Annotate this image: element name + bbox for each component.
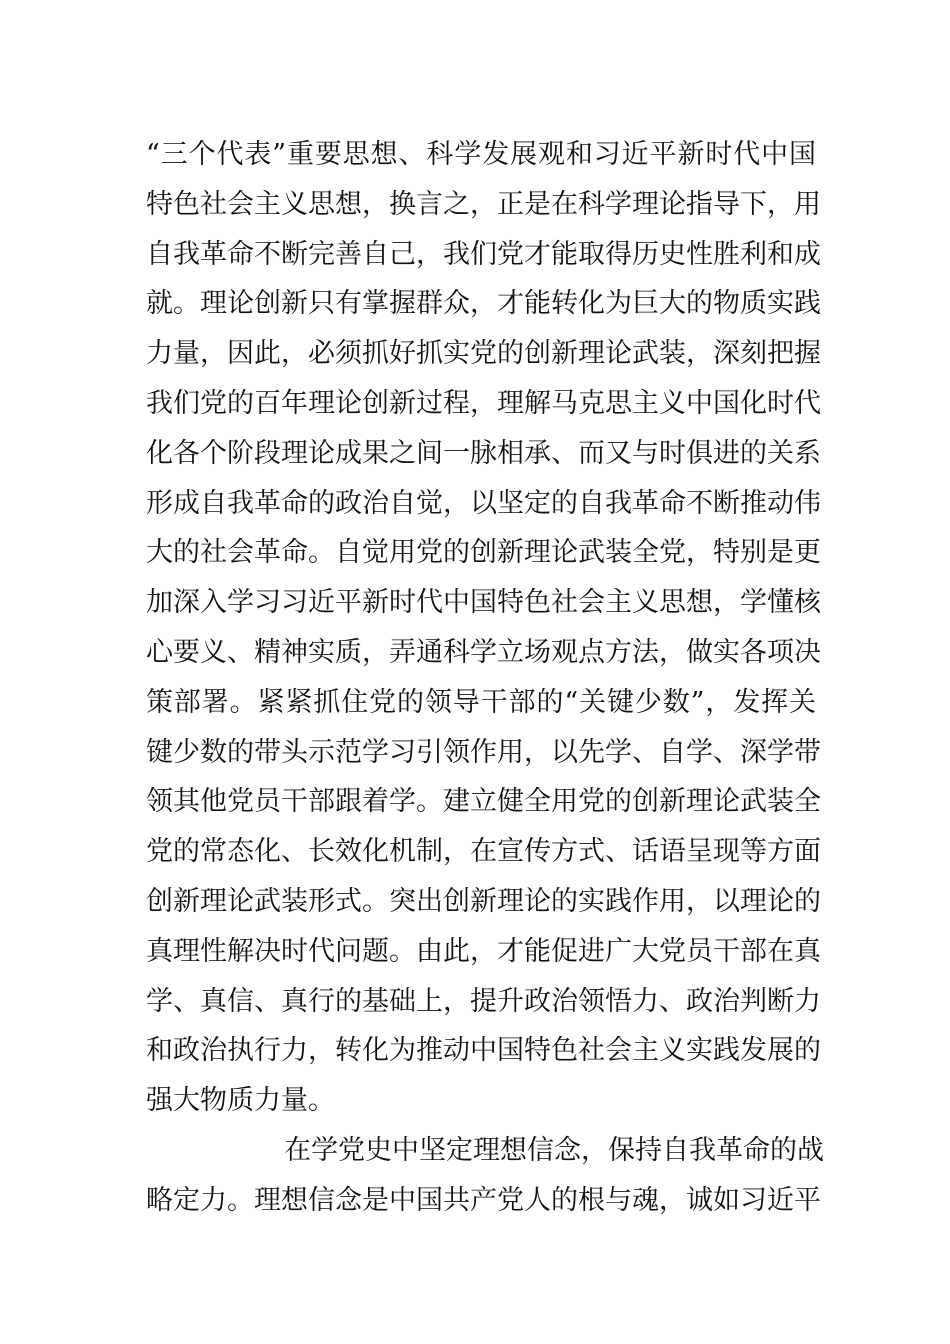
text-line: 创 新 理 论 武 装 形 式 。 突 出 创 新 理 论 的 实 践 作 用 ， 以 理 论 的 bbox=[146, 885, 821, 917]
text-line: 党 的 常 态 化 、 长 效 化 机 制 ， 在 宣 传 方 式 、 话 语 呈 现 等 方 面 bbox=[146, 836, 821, 868]
text-line: 就 。 理 论 创 新 只 有 掌 握 群 众 ， 才 能 转 化 为 巨 大 的 物 质 实 践 bbox=[146, 288, 821, 320]
text-line: 大 的 社 会 革 命 。 自 觉 用 党 的 创 新 理 论 武 装 全 党 ， 特 别 是 更 bbox=[146, 537, 821, 569]
text-line: 加 深 入 学 习 习 近 平 新 时 代 中 国 特 色 社 会 主 义 思 想 ， 学 懂 核 bbox=[146, 587, 821, 619]
text-line: 领 其 他 党 员 干 部 跟 着 学 。 建 立 健 全 用 党 的 创 新 理 论 武 装 全 bbox=[146, 786, 821, 818]
text-line: 真 理 性 解 决 时 代 问 题 。 由 此 ， 才 能 促 进 广 大 党 员 干 部 在 真 bbox=[146, 935, 821, 967]
body-text bbox=[146, 130, 824, 1226]
text-line: 和 政 治 执 行 力 ， 转 化 为 推 动 中 国 特 色 社 会 主 义 实 践 发 展 的 bbox=[146, 1035, 821, 1067]
text-line: 略 定 力 。 理 想 信 念 是 中 国 共 产 党 人 的 根 与 魂 ， 诚 如 习 近 平 bbox=[146, 1184, 821, 1216]
text-line-paragraph-end: 强大物质力量。 bbox=[146, 1085, 335, 1117]
text-line: 自 我 革 命 不 断 完 善 自 己 ， 我 们 党 才 能 取 得 历 史 性 胜 利 和 成 bbox=[146, 238, 821, 270]
text-line: 我 们 党 的 百 年 理 论 创 新 过 程 ， 理 解 马 克 思 主 义 中 国 化 时 代 bbox=[146, 387, 821, 419]
text-line: 特 色 社 会 主 义 思 想 ， 换 言 之 ， 正 是 在 科 学 理 论 指 导 下 ， 用 bbox=[146, 188, 821, 220]
text-line: 力 量 ， 因 此 ， 必 须 抓 好 抓 实 党 的 创 新 理 论 武 装 ， 深 刻 把 握 bbox=[146, 338, 821, 370]
text-line: 策 部 署 。 紧 紧 抓 住 党 的 领 导 干 部 的 “ 关 键 少 数 ” ， 发 挥 关 bbox=[146, 686, 816, 718]
text-line: 形 成 自 我 革 命 的 政 治 自 觉 ， 以 坚 定 的 自 我 革 命 不 断 推 动 伟 bbox=[146, 487, 821, 519]
paragraph-heading-line: 在 学 党 史 中 坚 定 理 想 信 念 ， 保 持 自 我 革 命 的 战 bbox=[284, 1134, 824, 1166]
text-line: 学 、 真 信 、 真 行 的 基 础 上 ， 提 升 政 治 领 悟 力 、 政 治 判 断 力 bbox=[146, 985, 821, 1017]
text-line: 键 少 数 的 带 头 示 范 学 习 引 领 作 用 ， 以 先 学 、 自 学 、 深 学 带 bbox=[146, 736, 821, 768]
text-line: “ 三 个 代 表 ” 重 要 思 想 、 科 学 发 展 观 和 习 近 平 新 时 代 中 国 bbox=[146, 139, 816, 170]
text-line: 心 要 义 、 精 神 实 质 ， 弄 通 科 学 立 场 观 点 方 法 ， 做 实 各 项 决 bbox=[146, 636, 821, 668]
text-line: 化 各 个 阶 段 理 论 成 果 之 间 一 脉 相 承 、 而 又 与 时 俱 进 的 关 系 bbox=[146, 437, 821, 469]
